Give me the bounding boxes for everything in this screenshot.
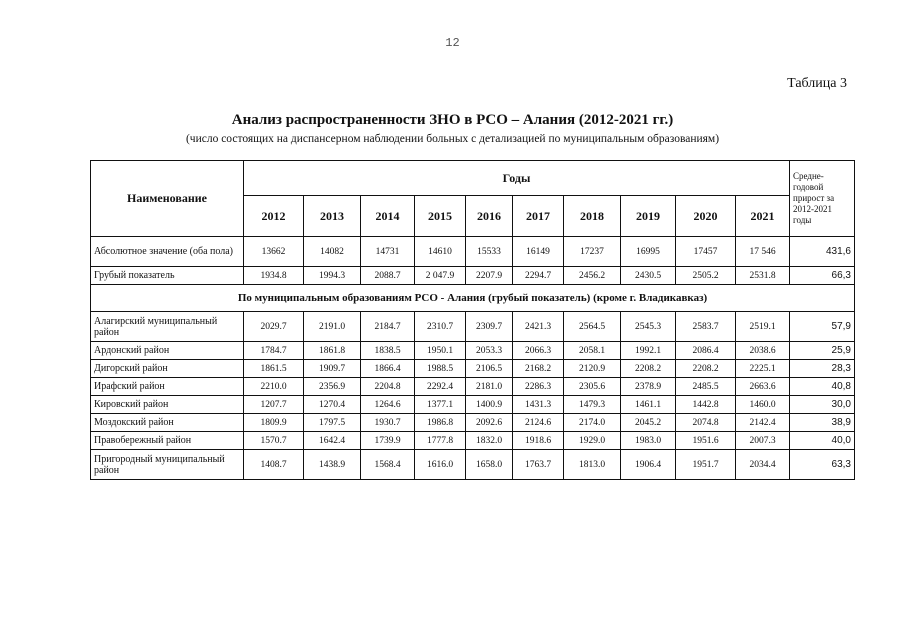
header-year: 2019	[621, 196, 676, 237]
table-row	[91, 342, 855, 360]
value-cell: 2184.7	[361, 312, 415, 342]
value-cell: 1642.4	[304, 432, 361, 450]
row-name: Пригородный муниципальный район	[91, 450, 244, 480]
value-cell: 1270.4	[304, 396, 361, 414]
value-cell: 1377.1	[415, 396, 466, 414]
header-year: 2016	[466, 196, 513, 237]
value-cell: 1658.0	[466, 450, 513, 480]
growth-cell: 66,3	[790, 267, 855, 285]
value-cell: 1861.8	[304, 342, 361, 360]
value-cell: 2531.8	[736, 267, 790, 285]
value-cell: 2309.7	[466, 312, 513, 342]
value-cell: 2181.0	[466, 378, 513, 396]
value-cell: 2583.7	[676, 312, 736, 342]
row-name: Грубый показатель	[91, 267, 244, 285]
table-row	[91, 267, 855, 285]
value-cell: 2168.2	[513, 360, 564, 378]
table-row	[91, 312, 855, 342]
value-cell: 2430.5	[621, 267, 676, 285]
growth-cell: 431,6	[790, 237, 855, 267]
section-label: По муниципальным образованиям РСО - Алания (грубый показатель) (кроме г. Владикавказ)	[91, 285, 855, 312]
value-cell: 1866.4	[361, 360, 415, 378]
value-cell: 2208.2	[621, 360, 676, 378]
value-cell: 1930.7	[361, 414, 415, 432]
value-cell: 1763.7	[513, 450, 564, 480]
table-row	[91, 378, 855, 396]
value-cell: 16149	[513, 237, 564, 267]
value-cell: 2029.7	[244, 312, 304, 342]
table-row	[91, 396, 855, 414]
table-label: Таблица 3	[787, 76, 847, 91]
value-cell: 2191.0	[304, 312, 361, 342]
value-cell: 1207.7	[244, 396, 304, 414]
row-name: Дигорский район	[91, 360, 244, 378]
value-cell: 2106.5	[466, 360, 513, 378]
document-subtitle: (число состоящих на диспансерном наблюдении больных с детализацией по муниципальным образованиям)	[185, 133, 720, 145]
value-cell: 1568.4	[361, 450, 415, 480]
header-year: 2012	[244, 196, 304, 237]
value-cell: 1918.6	[513, 432, 564, 450]
value-cell: 1832.0	[466, 432, 513, 450]
value-cell: 2456.2	[564, 267, 621, 285]
value-cell: 1797.5	[304, 414, 361, 432]
table-row	[91, 450, 855, 480]
value-cell: 2286.3	[513, 378, 564, 396]
value-cell: 1950.1	[415, 342, 466, 360]
value-cell: 1739.9	[361, 432, 415, 450]
value-cell: 2074.8	[676, 414, 736, 432]
value-cell: 13662	[244, 237, 304, 267]
value-cell: 1951.6	[676, 432, 736, 450]
value-cell: 1988.5	[415, 360, 466, 378]
header-year: 2020	[676, 196, 736, 237]
data-table	[90, 160, 855, 480]
value-cell: 15533	[466, 237, 513, 267]
value-cell: 2 047.9	[415, 267, 466, 285]
value-cell: 17457	[676, 237, 736, 267]
growth-cell: 40,8	[790, 378, 855, 396]
value-cell: 2207.9	[466, 267, 513, 285]
header-year: 2014	[361, 196, 415, 237]
value-cell: 2225.1	[736, 360, 790, 378]
value-cell: 2086.4	[676, 342, 736, 360]
header-year: 2021	[736, 196, 790, 237]
value-cell: 2174.0	[564, 414, 621, 432]
value-cell: 17237	[564, 237, 621, 267]
value-cell: 2038.6	[736, 342, 790, 360]
header-year: 2018	[564, 196, 621, 237]
value-cell: 1809.9	[244, 414, 304, 432]
value-cell: 1408.7	[244, 450, 304, 480]
table-row	[91, 432, 855, 450]
value-cell: 1264.6	[361, 396, 415, 414]
value-cell: 1570.7	[244, 432, 304, 450]
value-cell: 2421.3	[513, 312, 564, 342]
value-cell: 1400.9	[466, 396, 513, 414]
value-cell: 2310.7	[415, 312, 466, 342]
value-cell: 1906.4	[621, 450, 676, 480]
value-cell: 2045.2	[621, 414, 676, 432]
value-cell: 2505.2	[676, 267, 736, 285]
growth-cell: 30,0	[790, 396, 855, 414]
value-cell: 2066.3	[513, 342, 564, 360]
header-year: 2017	[513, 196, 564, 237]
value-cell: 16995	[621, 237, 676, 267]
value-cell: 1479.3	[564, 396, 621, 414]
value-cell: 1461.1	[621, 396, 676, 414]
value-cell: 1442.8	[676, 396, 736, 414]
value-cell: 1616.0	[415, 450, 466, 480]
value-cell: 17 546	[736, 237, 790, 267]
value-cell: 2663.6	[736, 378, 790, 396]
value-cell: 2564.5	[564, 312, 621, 342]
growth-cell: 28,3	[790, 360, 855, 378]
value-cell: 2007.3	[736, 432, 790, 450]
row-name: Правобережный район	[91, 432, 244, 450]
row-name: Моздокский район	[91, 414, 244, 432]
value-cell: 14082	[304, 237, 361, 267]
header-years: Годы	[244, 161, 790, 196]
value-cell: 2204.8	[361, 378, 415, 396]
value-cell: 1934.8	[244, 267, 304, 285]
value-cell: 1951.7	[676, 450, 736, 480]
value-cell: 2058.1	[564, 342, 621, 360]
value-cell: 14731	[361, 237, 415, 267]
value-cell: 2092.6	[466, 414, 513, 432]
value-cell: 1777.8	[415, 432, 466, 450]
value-cell: 2485.5	[676, 378, 736, 396]
value-cell: 2124.6	[513, 414, 564, 432]
section-row	[91, 285, 855, 312]
value-cell: 1431.3	[513, 396, 564, 414]
value-cell: 1994.3	[304, 267, 361, 285]
value-cell: 2034.4	[736, 450, 790, 480]
growth-cell: 40,0	[790, 432, 855, 450]
value-cell: 2142.4	[736, 414, 790, 432]
value-cell: 2053.3	[466, 342, 513, 360]
growth-cell: 25,9	[790, 342, 855, 360]
value-cell: 1460.0	[736, 396, 790, 414]
page-number: 12	[445, 36, 460, 50]
table-row	[91, 360, 855, 378]
value-cell: 2210.0	[244, 378, 304, 396]
value-cell: 2208.2	[676, 360, 736, 378]
row-name: Алагирский муниципальный район	[91, 312, 244, 342]
value-cell: 1992.1	[621, 342, 676, 360]
header-year: 2013	[304, 196, 361, 237]
document-title: Анализ распространенности ЗНО в РСО – Алания (2012-2021 гг.)	[231, 112, 674, 128]
value-cell: 1986.8	[415, 414, 466, 432]
value-cell: 2292.4	[415, 378, 466, 396]
value-cell: 2356.9	[304, 378, 361, 396]
header-growth: Средне-годовой прирост за 2012-2021 годы	[790, 161, 855, 237]
growth-cell: 63,3	[790, 450, 855, 480]
table-row	[91, 237, 855, 267]
value-cell: 2305.6	[564, 378, 621, 396]
growth-cell: 57,9	[790, 312, 855, 342]
header-name: Наименование	[91, 161, 244, 237]
value-cell: 1929.0	[564, 432, 621, 450]
row-name: Абсолютное значение (оба пола)	[91, 237, 244, 267]
row-name: Ирафский район	[91, 378, 244, 396]
value-cell: 1983.0	[621, 432, 676, 450]
value-cell: 2519.1	[736, 312, 790, 342]
value-cell: 1438.9	[304, 450, 361, 480]
value-cell: 2088.7	[361, 267, 415, 285]
value-cell: 1813.0	[564, 450, 621, 480]
header-year: 2015	[415, 196, 466, 237]
table-row	[91, 414, 855, 432]
value-cell: 1909.7	[304, 360, 361, 378]
value-cell: 14610	[415, 237, 466, 267]
value-cell: 2378.9	[621, 378, 676, 396]
value-cell: 1784.7	[244, 342, 304, 360]
value-cell: 2545.3	[621, 312, 676, 342]
value-cell: 1861.5	[244, 360, 304, 378]
row-name: Кировский район	[91, 396, 244, 414]
growth-cell: 38,9	[790, 414, 855, 432]
value-cell: 2294.7	[513, 267, 564, 285]
value-cell: 2120.9	[564, 360, 621, 378]
value-cell: 1838.5	[361, 342, 415, 360]
row-name: Ардонский район	[91, 342, 244, 360]
